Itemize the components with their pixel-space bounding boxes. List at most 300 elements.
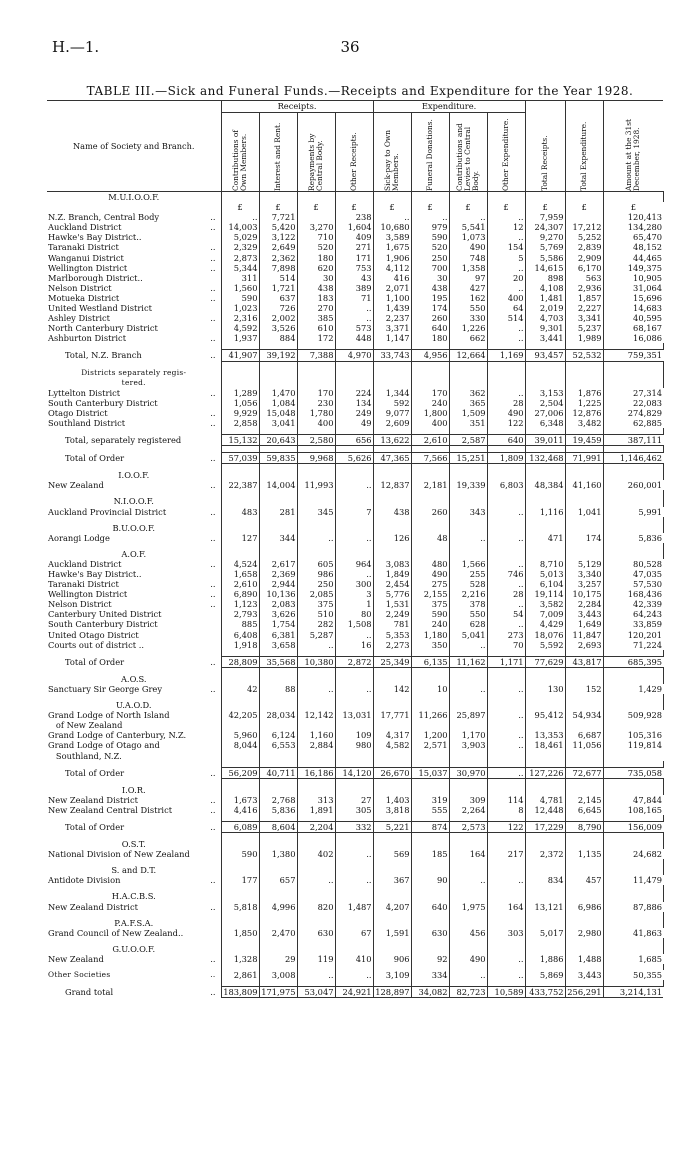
value-cell: [373, 751, 411, 761]
value-cell: 35,568: [259, 656, 297, 667]
page-header: [0, 38, 700, 58]
row-label: [47, 902, 221, 912]
other-receipts-header: Other Receipts.: [335, 113, 373, 192]
value-cell: 2,587: [449, 435, 487, 446]
value-cell: 6,124: [259, 730, 297, 740]
value-cell: 2,227: [565, 303, 603, 313]
row-label: [47, 751, 221, 761]
value-cell: 5,221: [373, 821, 411, 832]
row-label: [47, 253, 221, 263]
row-label: [47, 684, 221, 694]
leader-dots: ..: [210, 794, 216, 805]
value-cell: 13,622: [373, 435, 411, 446]
empty-cell: [297, 192, 335, 203]
row-label: [47, 453, 221, 464]
leader-dots: ..: [210, 804, 216, 815]
empty-cell: [297, 378, 335, 388]
value-cell: 490: [449, 954, 487, 964]
row-name: Wellington District: [48, 589, 128, 600]
value-cell: 34,082: [411, 987, 449, 998]
table-row: [47, 232, 663, 242]
value-cell: 2,216: [449, 589, 487, 599]
section-heading: S. and D.T.: [47, 865, 221, 875]
empty-cell: [259, 785, 297, 795]
value-cell: 10,136: [259, 589, 297, 599]
table-row: [47, 795, 663, 805]
spacer-cell: [297, 446, 335, 453]
value-cell: 2,002: [259, 313, 297, 323]
value-cell: 480: [411, 559, 449, 569]
value-cell: 8,710: [525, 559, 565, 569]
value-cell: 2,617: [259, 559, 297, 569]
value-cell: 40,595: [603, 313, 663, 323]
value-cell: £: [603, 202, 663, 212]
row-label: [47, 710, 221, 720]
value-cell: ..: [335, 684, 373, 694]
value-cell: 273: [487, 630, 525, 640]
empty-cell: [449, 785, 487, 795]
value-cell: 389: [335, 283, 373, 293]
row-name: United Otago District: [48, 629, 139, 640]
value-cell: 18,076: [525, 630, 565, 640]
value-cell: 250: [411, 253, 449, 263]
leader-dots: ..: [210, 453, 216, 464]
empty-cell: [603, 785, 663, 795]
row-name: Ashley District: [48, 313, 110, 324]
value-cell: 28: [487, 589, 525, 599]
table-row: [47, 273, 663, 283]
value-cell: 27: [335, 795, 373, 805]
spacer-cell: [373, 446, 411, 453]
table-row: [47, 954, 663, 964]
value-cell: ..: [487, 507, 525, 517]
value-cell: 10,175: [565, 589, 603, 599]
value-cell: 88: [259, 684, 297, 694]
value-cell: 510: [297, 609, 335, 619]
value-cell: 1,591: [373, 928, 411, 938]
value-cell: 637: [259, 293, 297, 303]
value-cell: 22,387: [221, 480, 259, 490]
value-cell: 2,858: [221, 418, 259, 428]
section-heading: P.A.F.S.A.: [47, 918, 221, 928]
empty-cell: [259, 549, 297, 559]
row-label: [47, 875, 221, 885]
value-cell: 19,114: [525, 589, 565, 599]
empty-cell: [297, 891, 335, 901]
value-cell: 300: [335, 579, 373, 589]
row-label: [47, 202, 221, 212]
row-label: [47, 767, 221, 778]
value-cell: ..: [449, 970, 487, 980]
value-cell: 30: [411, 273, 449, 283]
value-cell: 249: [335, 408, 373, 418]
row-name: Hawke's Bay District..: [48, 569, 142, 579]
value-cell: [259, 751, 297, 761]
value-cell: 5,836: [259, 805, 297, 815]
value-cell: 375: [297, 599, 335, 609]
row-name: Southland, N.Z.: [48, 750, 122, 761]
table-row: [47, 408, 663, 418]
leader-dots: ..: [210, 683, 216, 694]
value-cell: 19,459: [565, 435, 603, 446]
empty-cell: [221, 192, 259, 203]
row-name: Motueka District: [48, 292, 120, 303]
value-cell: 1,225: [565, 398, 603, 408]
value-cell: 9,301: [525, 323, 565, 333]
value-cell: 6,104: [525, 579, 565, 589]
value-cell: 630: [411, 928, 449, 938]
row-name: New Zealand District: [48, 901, 138, 912]
table-row: [47, 293, 663, 303]
value-cell: 15,048: [259, 408, 297, 418]
value-cell: 67: [335, 928, 373, 938]
value-cell: 39,192: [259, 350, 297, 361]
value-cell: 3,443: [565, 970, 603, 980]
empty-cell: [221, 674, 259, 684]
value-cell: 303: [487, 928, 525, 938]
value-cell: ..: [297, 533, 335, 543]
table-row: [47, 263, 663, 273]
value-cell: 80,528: [603, 559, 663, 569]
value-cell: 195: [411, 293, 449, 303]
value-cell: 885: [221, 619, 259, 629]
empty-cell: [335, 674, 373, 684]
table-body: [47, 192, 663, 998]
value-cell: 17,229: [525, 821, 565, 832]
section-heading-row: [47, 891, 663, 901]
value-cell: 71: [335, 293, 373, 303]
value-cell: 1,566: [449, 559, 487, 569]
value-cell: 149,375: [603, 263, 663, 273]
empty-cell: [603, 839, 663, 849]
value-cell: 1,780: [297, 408, 335, 418]
row-label: [47, 579, 221, 589]
empty-cell: [525, 674, 565, 684]
section-heading: M.U.I.O.O.F.: [47, 192, 221, 203]
leader-dots: ..: [210, 212, 216, 223]
value-cell: 12,837: [373, 480, 411, 490]
table-row: [47, 630, 663, 640]
table-row: [47, 902, 663, 912]
value-cell: 2,873: [221, 253, 259, 263]
empty-cell: [221, 785, 259, 795]
value-cell: 490: [411, 569, 449, 579]
value-cell: 27,314: [603, 388, 663, 398]
value-cell: 64: [487, 303, 525, 313]
leader-dots: ..: [210, 656, 216, 667]
spacer-cell: [525, 446, 565, 453]
value-cell: 24,682: [603, 849, 663, 859]
empty-cell: [221, 549, 259, 559]
value-cell: 2,768: [259, 795, 297, 805]
empty-cell: [411, 378, 449, 388]
table-row: [47, 740, 663, 750]
row-name: Courts out of district ..: [48, 639, 144, 650]
value-cell: 134: [335, 398, 373, 408]
value-cell: 1,560: [221, 283, 259, 293]
row-label: [47, 242, 221, 252]
row-label: [47, 609, 221, 619]
empty-cell: [525, 785, 565, 795]
leader-dots: ..: [210, 901, 216, 912]
value-cell: 1,073: [449, 232, 487, 242]
value-cell: 10,589: [487, 987, 525, 998]
value-cell: 41,907: [221, 350, 259, 361]
value-cell: 438: [411, 283, 449, 293]
table-row: [47, 599, 663, 609]
value-cell: ..: [487, 533, 525, 543]
empty-cell: [603, 378, 663, 388]
spacer-cell: [449, 446, 487, 453]
empty-cell: [565, 700, 603, 710]
empty-cell: [373, 549, 411, 559]
value-cell: 156,009: [603, 821, 663, 832]
value-cell: 2,610: [221, 579, 259, 589]
value-cell: 92: [411, 954, 449, 964]
value-cell: 471: [525, 533, 565, 543]
value-cell: [603, 720, 663, 730]
value-cell: 2,372: [525, 849, 565, 859]
value-cell: 11,162: [449, 656, 487, 667]
total-expenditure-header: Total Expenditure.: [565, 101, 603, 192]
leader-dots: ..: [210, 350, 216, 361]
value-cell: 77,629: [525, 656, 565, 667]
empty-cell: [373, 192, 411, 203]
value-cell: 456: [449, 928, 487, 938]
section-heading: G.U.O.O.F.: [47, 944, 221, 954]
empty-cell: [411, 523, 449, 533]
section-heading-row: [47, 700, 663, 710]
value-cell: 400: [487, 293, 525, 303]
value-cell: £: [487, 202, 525, 212]
amount-at-year-end-header: Amount at the 31st December, 1928.: [603, 101, 663, 192]
value-cell: 590: [411, 609, 449, 619]
row-name: New Zealand: [48, 480, 104, 491]
value-cell: 2,980: [565, 928, 603, 938]
value-cell: 47,035: [603, 569, 663, 579]
value-cell: 351: [449, 418, 487, 428]
value-cell: 7: [335, 507, 373, 517]
value-cell: 43: [335, 273, 373, 283]
value-cell: 457: [565, 875, 603, 885]
row-name: South Canterbury District: [48, 397, 158, 408]
value-cell: 30,970: [449, 767, 487, 778]
value-cell: 820: [297, 902, 335, 912]
value-cell: 2,693: [565, 640, 603, 650]
value-cell: [565, 720, 603, 730]
value-cell: 71,224: [603, 640, 663, 650]
empty-cell: [449, 378, 487, 388]
value-cell: 311: [221, 273, 259, 283]
section-heading-row: [47, 918, 663, 928]
value-cell: 177: [221, 875, 259, 885]
empty-cell: [297, 549, 335, 559]
value-cell: 986: [297, 569, 335, 579]
value-cell: £: [565, 202, 603, 212]
value-cell: 375: [411, 599, 449, 609]
value-cell: 11,266: [411, 710, 449, 720]
value-cell: ..: [487, 970, 525, 980]
repayments-header: Repayments by Central Body.: [297, 113, 335, 192]
row-label: [47, 398, 221, 408]
row-label: [47, 599, 221, 609]
empty-cell: [259, 891, 297, 901]
value-cell: ..: [297, 684, 335, 694]
value-cell: [221, 720, 259, 730]
row-name: Total, separately registered: [65, 435, 182, 446]
value-cell: 2,145: [565, 795, 603, 805]
value-cell: 1,975: [449, 902, 487, 912]
value-cell: 1,604: [335, 222, 373, 232]
row-label: [47, 303, 221, 313]
value-cell: 685,395: [603, 656, 663, 667]
value-cell: 1,135: [565, 849, 603, 859]
value-cell: £: [221, 202, 259, 212]
value-cell: 416: [373, 273, 411, 283]
value-cell: 183: [297, 293, 335, 303]
value-cell: 490: [449, 242, 487, 252]
value-cell: ..: [487, 875, 525, 885]
value-cell: 520: [411, 242, 449, 252]
value-cell: 270: [297, 303, 335, 313]
empty-cell: [221, 368, 259, 378]
empty-cell: [373, 918, 411, 928]
row-name: Grand Lodge of Canterbury, N.Z.: [48, 730, 187, 741]
spacer-cell: [411, 446, 449, 453]
empty-cell: [335, 944, 373, 954]
value-cell: [221, 751, 259, 761]
value-cell: 44,465: [603, 253, 663, 263]
empty-cell: [335, 378, 373, 388]
row-label: [47, 970, 221, 980]
value-cell: 8,790: [565, 821, 603, 832]
value-cell: 3,443: [565, 609, 603, 619]
row-name: Auckland District: [48, 558, 122, 569]
value-cell: ..: [449, 875, 487, 885]
value-cell: 1,200: [411, 730, 449, 740]
empty-cell: [297, 523, 335, 533]
value-cell: 256,291: [565, 987, 603, 998]
value-cell: 979: [411, 222, 449, 232]
value-cell: 3,371: [373, 323, 411, 333]
value-cell: 48,384: [525, 480, 565, 490]
empty-cell: [335, 368, 373, 378]
empty-cell: [603, 523, 663, 533]
value-cell: 1: [335, 599, 373, 609]
value-cell: 22,083: [603, 398, 663, 408]
empty-cell: [221, 839, 259, 849]
value-cell: 640: [411, 902, 449, 912]
value-cell: ..: [411, 212, 449, 222]
value-cell: 1,850: [221, 928, 259, 938]
value-cell: [565, 751, 603, 761]
value-cell: 185: [411, 849, 449, 859]
value-cell: 54: [487, 609, 525, 619]
empty-cell: [565, 523, 603, 533]
value-cell: ..: [487, 323, 525, 333]
value-cell: 95,412: [525, 710, 565, 720]
row-name: Other Societies: [48, 970, 111, 979]
value-cell: 884: [259, 333, 297, 343]
value-cell: 2,264: [449, 805, 487, 815]
value-cell: 4,582: [373, 740, 411, 750]
value-cell: ..: [487, 212, 525, 222]
value-cell: 1,800: [411, 408, 449, 418]
value-cell: 6,170: [565, 263, 603, 273]
value-cell: 400: [297, 418, 335, 428]
empty-cell: [603, 865, 663, 875]
value-cell: 1,023: [221, 303, 259, 313]
row-label: [47, 795, 221, 805]
value-cell: £: [259, 202, 297, 212]
empty-cell: [565, 891, 603, 901]
empty-cell: [525, 378, 565, 388]
value-cell: 14,615: [525, 263, 565, 273]
value-cell: 12,876: [565, 408, 603, 418]
value-cell: 5,836: [603, 533, 663, 543]
value-cell: ..: [449, 212, 487, 222]
value-cell: [297, 212, 335, 222]
table-row: [47, 253, 663, 263]
empty-cell: [373, 674, 411, 684]
section-heading-row: [47, 378, 663, 388]
row-name: Marlborough District..: [48, 272, 143, 283]
value-cell: [525, 751, 565, 761]
value-cell: 180: [411, 333, 449, 343]
empty-cell: [487, 496, 525, 506]
value-cell: 1,658: [221, 569, 259, 579]
leader-dots: ..: [210, 407, 216, 418]
row-label: [47, 263, 221, 273]
value-cell: 662: [449, 333, 487, 343]
leader-dots: ..: [210, 313, 216, 324]
value-cell: 7,566: [411, 453, 449, 464]
value-cell: 759,351: [603, 350, 663, 361]
value-cell: ..: [487, 263, 525, 273]
value-cell: 164: [449, 849, 487, 859]
value-cell: [335, 720, 373, 730]
empty-cell: [525, 496, 565, 506]
leader-dots: ..: [210, 532, 216, 543]
empty-cell: [603, 470, 663, 480]
value-cell: 7,388: [297, 350, 335, 361]
value-cell: ..: [335, 970, 373, 980]
value-cell: 1,531: [373, 599, 411, 609]
empty-cell: [525, 918, 565, 928]
empty-cell: [565, 470, 603, 480]
empty-cell: [449, 368, 487, 378]
empty-cell: [411, 944, 449, 954]
value-cell: 64,243: [603, 609, 663, 619]
value-cell: 3,818: [373, 805, 411, 815]
value-cell: 309: [449, 795, 487, 805]
empty-cell: [525, 700, 565, 710]
section-heading: A.O.S.: [47, 674, 221, 684]
empty-cell: [411, 891, 449, 901]
empty-cell: [259, 700, 297, 710]
row-name: Ashburton District: [48, 333, 127, 344]
empty-cell: [487, 192, 525, 203]
value-cell: 906: [373, 954, 411, 964]
value-cell: [411, 720, 449, 730]
value-cell: 2,909: [565, 253, 603, 263]
row-name: Auckland District: [48, 222, 122, 233]
empty-cell: [487, 523, 525, 533]
row-label: [47, 805, 221, 815]
empty-cell: [259, 378, 297, 388]
value-cell: 4,317: [373, 730, 411, 740]
value-cell: 65,470: [603, 232, 663, 242]
